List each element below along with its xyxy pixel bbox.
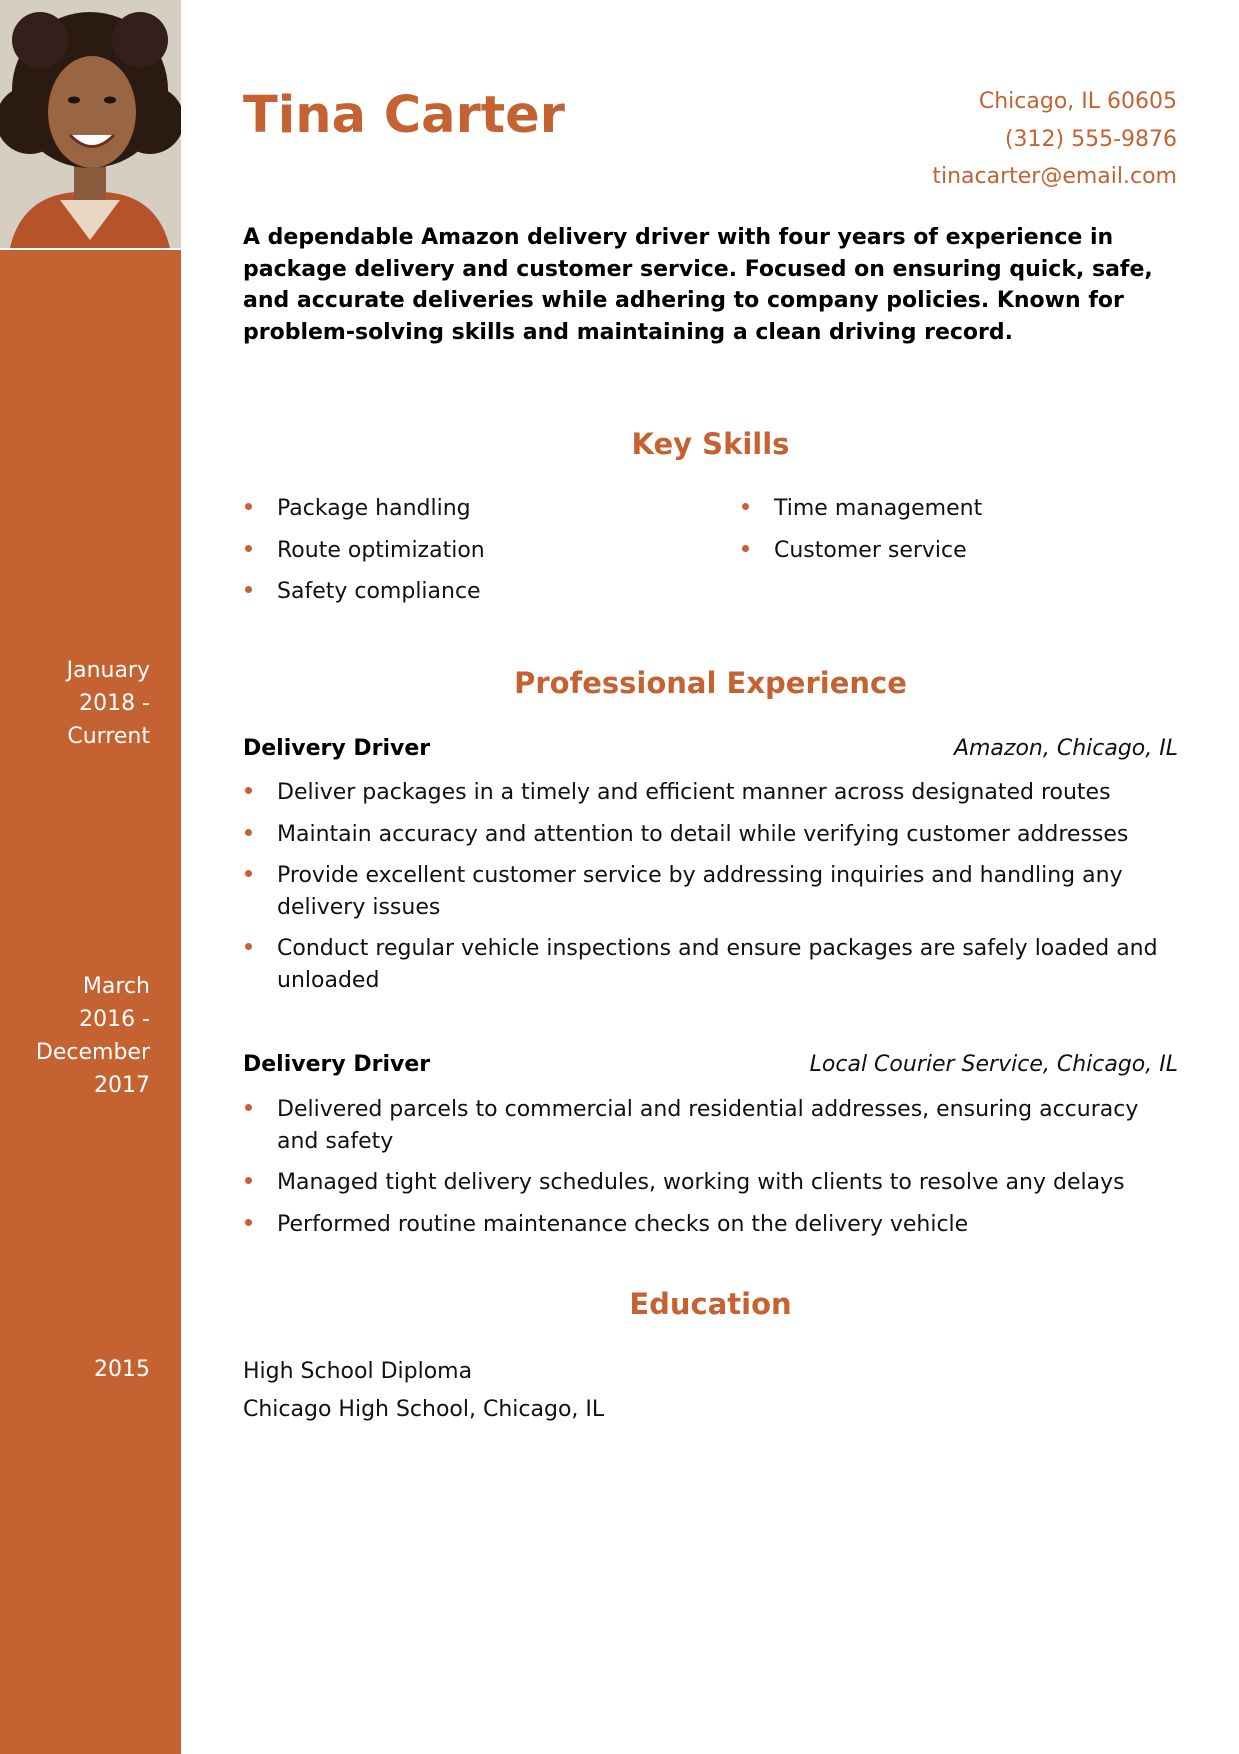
job-1-header [243, 733, 1178, 765]
skill-text: Safety compliance [277, 579, 481, 604]
job-2-date [0, 970, 150, 1102]
duty-text: Conduct regular vehicle inspections and ensure packages are safely loaded and unloaded [277, 936, 1158, 993]
skill-item [740, 535, 1180, 567]
bullet-icon [245, 1219, 252, 1226]
experience-section-title: Professional Experience [514, 666, 907, 700]
job-2-date-line: 2017 [94, 1073, 150, 1098]
bullet-icon [245, 943, 252, 950]
duty-item [243, 1167, 1178, 1199]
skill-item [740, 493, 1180, 525]
education-entry [243, 1353, 604, 1428]
education-year-text: 2015 [94, 1357, 150, 1382]
bullet-icon [742, 503, 749, 510]
skill-item [243, 493, 683, 525]
bullet-icon [245, 1104, 252, 1111]
duty-text: Deliver packages in a timely and efficient manner across designated routes [277, 780, 1111, 805]
duty-item [243, 777, 1178, 809]
bullet-icon [245, 1177, 252, 1184]
job-2-date-line: March [82, 974, 150, 999]
bullet-icon [245, 870, 252, 877]
bullet-icon [245, 503, 252, 510]
contact-location: Chicago, IL 60605 [978, 89, 1177, 114]
bullet-icon [245, 545, 252, 552]
skill-text: Route optimization [277, 537, 485, 563]
job-1-duties [243, 777, 1178, 1006]
skill-item [243, 535, 683, 567]
bullet-icon [742, 545, 749, 552]
contact-phone: (312) 555-9876 [1004, 126, 1177, 152]
skills-list-right [740, 493, 1180, 576]
candidate-name: Tina Carter [243, 86, 565, 145]
job-1-date-line: 2018 - [79, 691, 150, 716]
duty-item [243, 819, 1178, 851]
job-2-date-line: 2016 - [79, 1007, 150, 1032]
skills-section-title: Key Skills [631, 427, 790, 461]
duty-text: Maintain accuracy and attention to detail while verifying customer addresses [277, 821, 1129, 847]
job-2-title: Delivery Driver [243, 1052, 431, 1077]
duty-text: Delivered parcels to commercial and residential addresses, ensuring accuracy and safety [277, 1097, 1139, 1154]
education-year [0, 1353, 150, 1386]
duty-item [243, 933, 1178, 996]
bullet-icon [245, 829, 252, 836]
profile-photo-illustration [0, 0, 181, 248]
job-2-date-line: December [35, 1040, 150, 1065]
duty-item [243, 1209, 1178, 1241]
duty-item [243, 1094, 1178, 1157]
skill-text: Time management [774, 496, 983, 521]
skill-text: Customer service [774, 537, 967, 563]
skill-item [243, 576, 683, 608]
education-section-title: Education [629, 1287, 792, 1321]
education-degree: High School Diploma [243, 1359, 473, 1384]
job-1-date-line: January [66, 658, 150, 683]
profile-photo [0, 0, 181, 250]
duty-item [243, 860, 1178, 923]
job-1-company: Amazon, Chicago, IL [953, 736, 1178, 761]
job-2-company: Local Courier Service, Chicago, IL [809, 1052, 1178, 1077]
job-2-duties [243, 1094, 1178, 1250]
duty-text: Performed routine maintenance checks on the delivery vehicle [277, 1211, 969, 1237]
sidebar [0, 0, 181, 1754]
job-1-title: Delivery Driver [243, 736, 431, 761]
contact-email[interactable]: tinacarter@email.com [932, 164, 1177, 189]
job-1-date-line: Current [67, 724, 150, 749]
skills-list-left [243, 493, 683, 618]
job-1-date [0, 654, 150, 753]
duty-text: Provide excellent customer service by addressing inquiries and handling any delivery issues [277, 863, 1123, 920]
duty-text: Managed tight delivery schedules, working with clients to resolve any delays [277, 1170, 1125, 1195]
education-school: Chicago High School, Chicago, IL [243, 1396, 605, 1422]
bullet-icon [245, 586, 252, 593]
bullet-icon [245, 787, 252, 794]
skill-text: Package handling [277, 496, 471, 521]
professional-summary: A dependable Amazon delivery driver with four years of experience in package delivery and customer service. Focused on ensuring quick, safe, and accurate deliveries while adhering to company policies. Known for problem-solving skills and maintaining a clean driving record. [243, 225, 1153, 345]
job-2-header [243, 1049, 1178, 1081]
contact-info [932, 83, 1177, 196]
